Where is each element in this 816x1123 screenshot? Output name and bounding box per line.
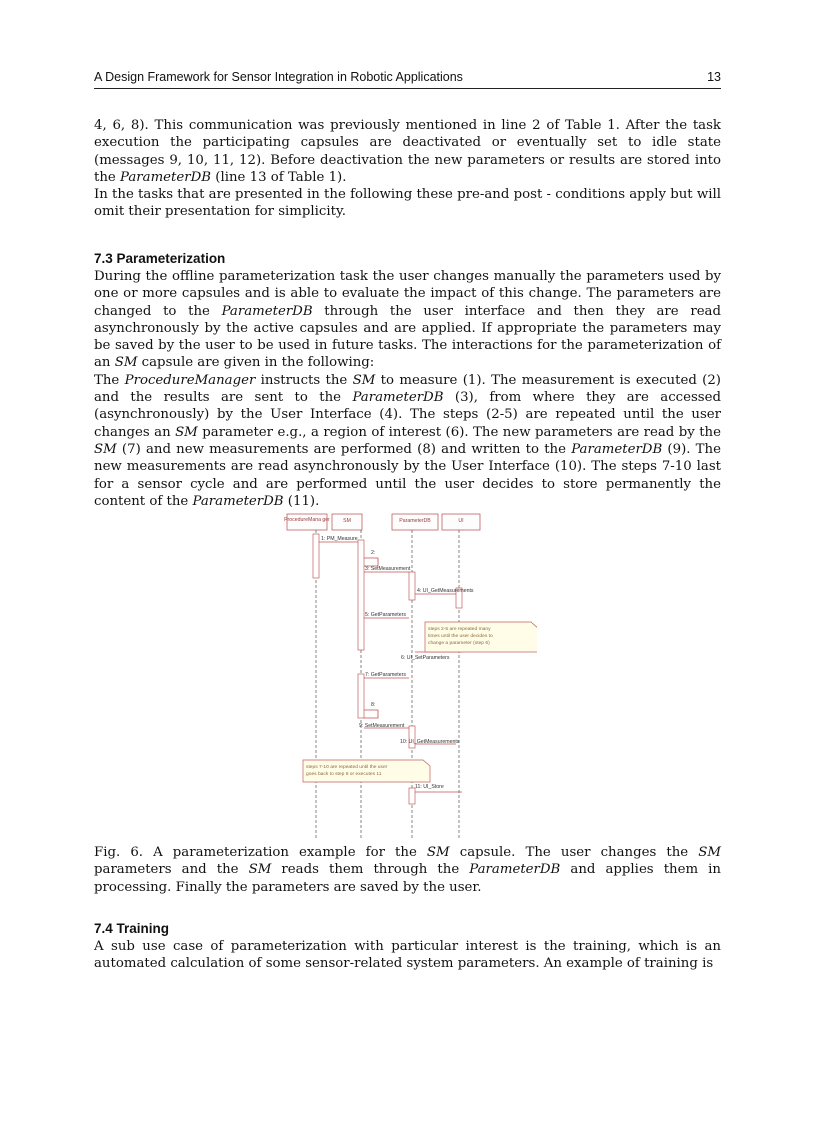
message-label: 6: UI_SetParameters xyxy=(401,655,450,661)
paragraph: A sub use case of parameterization with particular interest is the training, which is an automated calculation of some sensor-related system parameters. An example of training is xyxy=(94,939,721,972)
message-label: 8: xyxy=(371,702,376,708)
lifeline-label: ProcedureMana ger xyxy=(284,517,330,523)
message-label: 4: UI_GetMeasurements xyxy=(417,588,474,594)
intro-text xyxy=(94,117,721,221)
note-text: times until the user decides to xyxy=(428,634,493,639)
message-label: 5: GetParameters xyxy=(365,612,406,618)
figure-caption: Fig. 6. A parameterization example for the SM capsule. The user changes the SM parameters and the SM reads them through the ParameterDB and applies them in processing. Finally the parameters are saved by the user. xyxy=(94,845,721,895)
section-heading-7-4: 7.4 Training xyxy=(94,921,170,936)
page-number: 13 xyxy=(707,70,721,84)
lifeline-label: ParameterDB xyxy=(399,518,431,524)
note-box xyxy=(303,760,430,782)
sequence-diagram-figure xyxy=(275,512,537,840)
note-text: goes back to step 6 or executes 11 xyxy=(306,772,382,777)
message-label: 1: PM_Measure xyxy=(321,536,358,542)
section-heading-7-3: 7.3 Parameterization xyxy=(94,251,226,266)
message-label: 10: UI_GetMeasurements xyxy=(400,739,460,745)
note-text: steps 7-10 are repeated until the user xyxy=(306,765,388,770)
lifeline-label: SM xyxy=(343,518,351,524)
note-text: change a parameter (step 6) xyxy=(428,641,490,646)
message-label: 11: UI_Store xyxy=(415,784,444,790)
paragraph: During the offline parameterization task the user changes manually the parameters used by one or more capsules and is able to evaluate the impact of this change. The parameters are changed to the ParameterDB through the user interface and then they are read asynchronously by the active capsules and are applied. If appropriate the parameters may be saved by the user to be used in future tasks. The interactions for the parameterization of an SM capsule are given in the following: xyxy=(94,269,722,371)
message-label: 9: SetMeasurement xyxy=(359,723,405,729)
message-label: 3: SetMeasurement xyxy=(365,566,411,572)
lifeline-label: UI xyxy=(458,518,464,524)
paragraph: In the tasks that are presented in the following these pre-and post - conditions apply but will omit their presentation for simplicity. xyxy=(94,187,721,220)
running-title: A Design Framework for Sensor Integration in Robotic Applications xyxy=(94,70,463,84)
message-label: 7: GetParameters xyxy=(365,672,406,678)
paragraph: The ProcedureManager instructs the SM to measure (1). The measurement is executed (2) and the results are sent to the ParameterDB (3), from where they are accessed (asynchronously) by the User Interface (4). The steps (2-5) are repeated until the user changes an SM parameter e.g., a region of interest (6). The new parameters are read by the SM (7) and new measurements are performed (8) and written to the ParameterDB (9). The new measurements are read asynchronously by the User Interface (10). The steps 7-10 last for a sensor cycle and are performed until the user decides to store permanently the content of the ParameterDB (11). xyxy=(94,372,722,509)
section-7-4-text xyxy=(94,938,721,973)
paragraph: 4, 6, 8). This communication was previously mentioned in line 2 of Table 1. After the task execution the participating capsules are deactivated or eventually set to idle state (messages 9, 10, 11, 12). Before deactivation the new parameters or results are stored into the ParameterDB (line 13 of Table 1). xyxy=(94,118,721,185)
note-text: steps 2-5 are repeated many xyxy=(428,627,491,632)
running-header xyxy=(94,68,721,89)
message-label: 2: xyxy=(371,550,376,556)
section-7-3-text xyxy=(94,268,721,510)
sequence-diagram xyxy=(275,512,537,840)
